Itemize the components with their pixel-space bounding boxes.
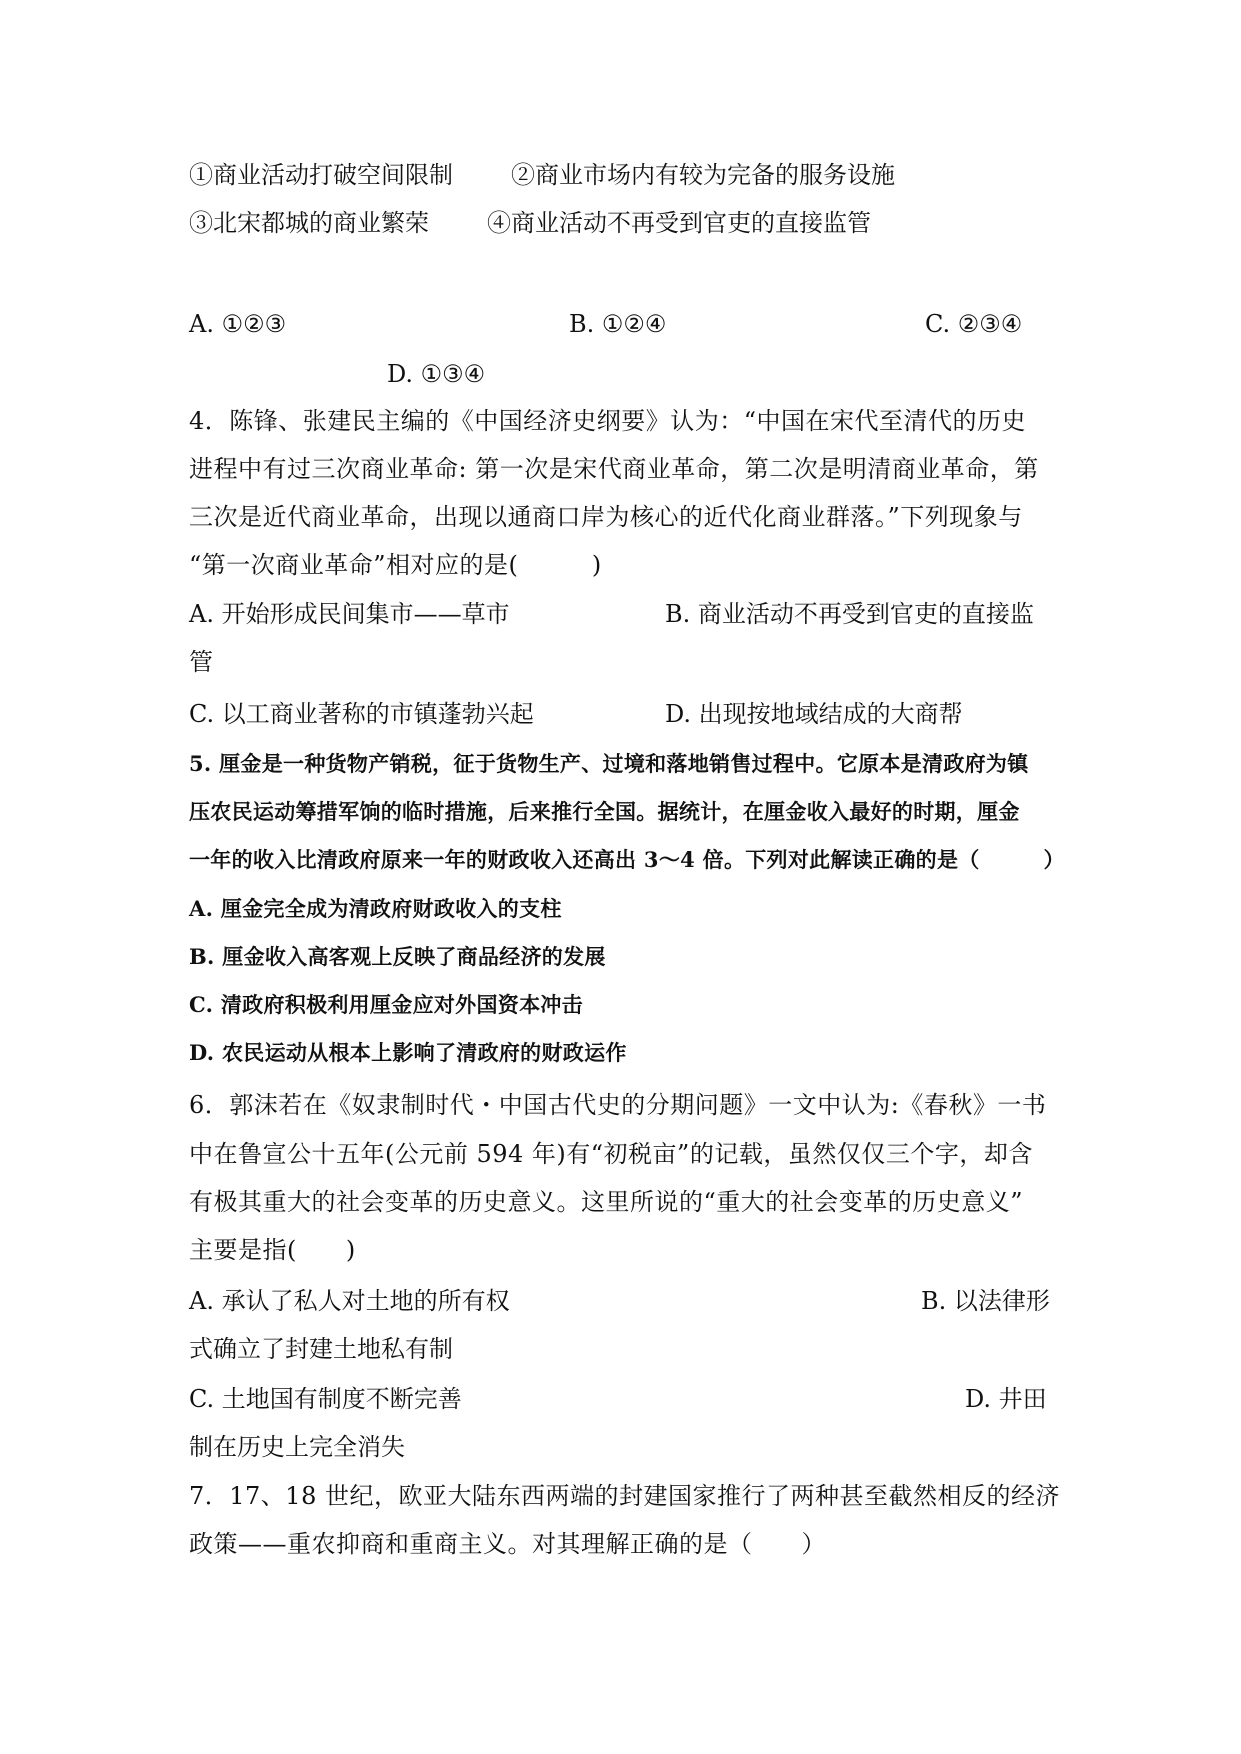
q3-statement-2: ②商业市场内有较为完备的服务设施 — [511, 161, 895, 189]
q5-option-a: A. 厘金完全成为清政府财政收入的支柱 — [189, 896, 562, 921]
q6-option-d-wrap: 制在历史上完全消失 — [189, 1433, 405, 1461]
q5-option-d: D. 农民运动从根本上影响了清政府的财政运作 — [189, 1040, 627, 1065]
q6-option-a: A. 承认了私人对土地的所有权 — [189, 1287, 510, 1315]
q3-statement-3: ③北宋都城的商业繁荣 — [189, 209, 429, 237]
q7-stem-line-1: 7．17、18 世纪，欧亚大陆东西两端的封建国家推行了两种甚至截然相反的经济 — [189, 1482, 1060, 1510]
q3-statement-1: ①商业活动打破空间限制 — [189, 161, 453, 189]
q6-option-b: B. 以法律形 — [921, 1287, 1050, 1315]
q3-option-c: C. ②③④ — [925, 310, 1023, 338]
q4-stem-line-3: 三次是近代商业革命，出现以通商口岸为核心的近代化商业群落。”下列现象与 — [189, 503, 1023, 531]
q5-stem-line-1: 5. 厘金是一种货物产销税，征于货物生产、过境和落地销售过程中。它原本是清政府为镇 — [189, 751, 1029, 776]
q6-option-c: C. 土地国有制度不断完善 — [189, 1385, 462, 1413]
q5-stem-line-3: 一年的收入比清政府原来一年的财政收入还高出 3～4 倍。下列对此解读正确的是（ ） — [189, 847, 1065, 872]
q6-stem-line-1: 6．郭沫若在《奴隶制时代・中国古代史的分期问题》一文中认为:《春秋》一书 — [189, 1091, 1047, 1119]
q4-option-d: D. 出现按地域结成的大商帮 — [665, 700, 963, 728]
q3-option-a: A. ①②③ — [189, 310, 287, 338]
q4-option-b-wrap: 管 — [189, 648, 213, 676]
q3-statement-4: ④商业活动不再受到官吏的直接监管 — [487, 209, 871, 237]
q7-stem-line-2: 政策——重农抑商和重商主义。对其理解正确的是（ ） — [189, 1530, 826, 1558]
q6-stem-line-3: 有极其重大的社会变革的历史意义。这里所说的“重大的社会变革的历史意义” — [189, 1188, 1024, 1216]
q5-option-c: C. 清政府积极利用厘金应对外国资本冲击 — [189, 992, 583, 1017]
q4-option-b: B. 商业活动不再受到官吏的直接监 — [665, 600, 1034, 628]
q4-stem-line-4: “第一次商业革命”相对应的是( ) — [189, 551, 602, 579]
q5-stem-line-2: 压农民运动筹措军饷的临时措施，后来推行全国。据统计，在厘金收入最好的时期，厘金 — [189, 799, 1020, 824]
q6-stem-line-4: 主要是指( ) — [189, 1236, 356, 1264]
q3-option-d: D. ①③④ — [387, 360, 486, 388]
q4-stem-line-1: 4．陈锋、张建民主编的《中国经济史纲要》认为：“中国在宋代至清代的历史 — [189, 407, 1027, 435]
q5-option-b: B. 厘金收入高客观上反映了商品经济的发展 — [189, 944, 606, 969]
q6-option-b-wrap: 式确立了封建土地私有制 — [189, 1335, 453, 1363]
q3-option-b: B. ①②④ — [569, 310, 667, 338]
q6-stem-line-2: 中在鲁宣公十五年(公元前 594 年)有“初税亩”的记载，虽然仅仅三个字，却含 — [189, 1140, 1033, 1168]
q4-option-a: A. 开始形成民间集市——草市 — [189, 600, 510, 628]
q4-option-c: C. 以工商业著称的市镇蓬勃兴起 — [189, 700, 534, 728]
q6-option-d: D. 井田 — [965, 1385, 1047, 1413]
q4-stem-line-2: 进程中有过三次商业革命: 第一次是宋代商业革命，第二次是明清商业革命，第 — [189, 455, 1039, 483]
